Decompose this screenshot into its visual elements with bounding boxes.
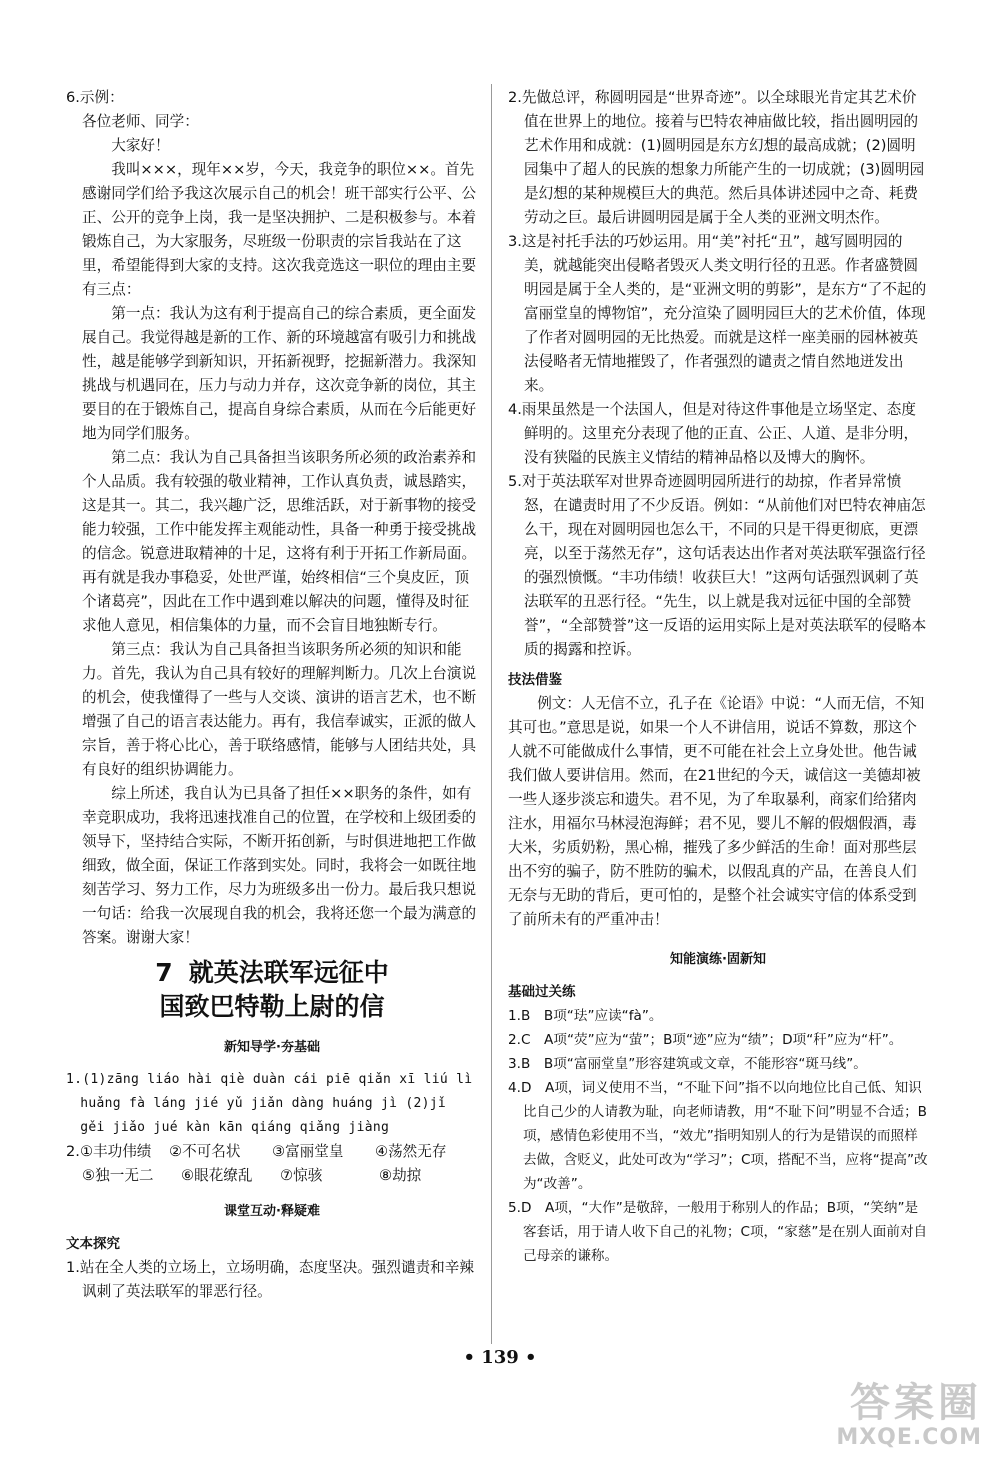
q6-paragraph: 第二点：我认为自己具备担当该职务所必须的政治素养和个人品质。我有较强的敬业精神，工作认真负责，诚恳踏实，这是其一。其二，我兴趣广泛，思维活跃，对于新事物的接受能力较强，工作中能发挥主观能动性，具备一种勇于接受挑战的信念。锐意进取精神的十足，这将有利于开拓工作新局面。再有就是我办事稳妥，处世严谨，始终相信“三个臭皮匠，顶个诸葛亮”，因此在工作中遇到难以解决的问题，懂得及时征求他人意见，相信集体的力量，而不会盲目地独断专行。 (82, 449, 477, 634)
q6-paragraph: 第一点：我认为这有利于提高自己的综合素质，更全面发展自己。我觉得越是新的工作、新的环境越富有吸引力和挑战性，越是能够学到新知识，开拓新视野，挖掘新潜力。我深知挑战与机遇同在，压力与动力并存，这次竞争新的岗位，其主要目的在于锻炼自己，提高自身综合素质，从而在今后能更好地为同学们服务。 (82, 305, 477, 442)
watermark-url: MXQE.COM (836, 1425, 982, 1450)
explore-answer: 3.这是衬托手法的巧妙运用。用“美”衬托“丑”，越写圆明园的美，就越能突出侵略者毁灭人类文明行径的丑恶。作者盛赞圆明园是属于全人类的，是“亚洲文明的剪影”，是东方“了不起的富丽堂皇的博物馆”，充分渲染了圆明园巨大的艺术价值，体现了作者对圆明园的无比热爱。而就是这样一座美丽的园林被英法侵略者无情地摧毁了，作者强烈的谴责之情自然地迸发出来。 (508, 233, 927, 394)
q2-item: ⑥眼花缭乱 (181, 1167, 253, 1184)
q6-greeting: 大家好！ (111, 137, 170, 154)
q2-item: ⑧劫掠 (379, 1167, 422, 1184)
section-heading: 知能演练·固新知 (670, 952, 766, 967)
section-heading: 课堂互动·释疑难 (224, 1204, 320, 1219)
q6-paragraph: 综上所述，我自认为已具备了担任××职务的条件，如有幸竞职成功，我将迅速找准自己的位置，在学校和上级团委的领导下，坚持结合实际，不断开拓创新，与时俱进地把工作做细致，做全面，保证工作落到实处。同时，我将会一如既往地刻苦学习、努力工作，尽力为班级多出一份力。最后我只想说一句话：给我一次展现自我的机会，我将还您一个最为满意的答案。谢谢大家！ (82, 785, 477, 946)
q2-item: ⑦惊骇 (280, 1167, 323, 1184)
q6-paragraph: 第三点：我认为自己具备担当该职务所必须的知识和能力。首先，我认为自己具有较好的理解判断力。几次上台演说的机会，使我懂得了一些与人交谈、演讲的语言艺术，也不断增强了自己的语言表达能力。再有，我信奉诚实，正派的做人宗旨，善于将心比心，善于联络感情，能够与人团结共处，具有良好的组织协调能力。 (82, 641, 477, 778)
explore-answer: 4.雨果虽然是一个法国人，但是对待这件事他是立场坚定、态度鲜明的。这里充分表现了他的正直、公正、人道、是非分明，没有狭隘的民族主义情结的精神品格以及博大的胸怀。 (508, 401, 919, 466)
column-divider (491, 84, 492, 1344)
pinyin-line: 1.(1)zāng liáo hài qiè duàn cái piē qiǎn xī liú lì (66, 1072, 473, 1087)
q2-answers-row (66, 1140, 478, 1164)
section-heading: 新知导学·夯基础 (224, 1040, 320, 1055)
q6-paragraph: 我叫×××，现年××岁，今天，我竞争的职位××。首先感谢同学们给予我这次展示自己的机会！班干部实行公平、公正、公开的竞争上岗，我一是坚决拥护、二是积极参与。本着锻炼自己，为大家服务，尽班级一份职责的宗旨我站在了这里，希望能得到大家的支持。这次我竞选这一职位的理由主要有三点： (82, 161, 477, 298)
q2-item: ②不可名状 (169, 1143, 241, 1160)
watermark-text: 答案圈 (850, 1380, 982, 1426)
q2-item: ③富丽堂皇 (272, 1143, 344, 1160)
q6-label: 6.示例： (66, 89, 124, 106)
q2-item: ⑤独一无二 (82, 1167, 154, 1184)
explore-answer: 2.先做总评，称圆明园是“世界奇迹”。以全球眼光肯定其艺术价值在世界上的地位。接着与巴特农神庙做比较，指出圆明园的艺术作用和成就：(1)圆明园是东方幻想的最高成就；(2)圆明园集中了超人的民族的想象力所能产生的一切成就；(3)圆明园是幻想的某种规模巨大的典范。然后具体讲述园中之奇、耗费劳动之巨。最后讲圆明园是属于全人类的亚洲文明杰作。 (508, 89, 925, 226)
q2-item: ④荡然无存 (375, 1143, 447, 1160)
q2-answers-row (66, 1164, 478, 1188)
subsection-heading: 文本探究 (66, 1236, 120, 1252)
answer-item: 3.B B项“富丽堂皇”形容建筑或文章，不能形容“斑马线”。 (508, 1056, 867, 1072)
right-column (508, 86, 928, 1268)
subsection-heading: 基础过关练 (508, 984, 576, 1000)
pinyin-line: huǎng fà láng jié yǔ jiǎn dàng huáng jì (2)jǐ (80, 1096, 446, 1111)
answer-item: 2.C A项“荧”应为“萤”；B项“迹”应为“绩”；D项“秆”应为“杆”。 (508, 1032, 903, 1048)
answer-item: 5.D A项，“大作”是敬辞，一般用于称别人的作品；B项，“笑纳”是客套话，用于请人收下自己的礼物；C项，“家慈”是在别人面前对自己母亲的谦称。 (508, 1200, 928, 1264)
answer-item: 1.B B项“珐”应读“fà”。 (508, 1008, 663, 1024)
pinyin-line: gěi jiǎo jué kàn kān qiáng qiǎng jiàng (80, 1120, 390, 1135)
lesson-title-line1: 就英法联军远征中 (188, 958, 389, 987)
answer-item: 4.D A项，词义使用不当，“不耻下问”指不以向地位比自己低、知识比自己少的人请教为耻，向老师请教，用“不耻下问”明显不合适；B项，感情色彩使用不当，“效尤”指明知别人的行为是错误的而照样去做，含贬义，此处可改为“学习”；C项，搭配不当，应将“提高”改为“改善”。 (508, 1080, 928, 1192)
watermark-logo (836, 1380, 982, 1450)
example-text: 例文：人无信不立，孔子在《论语》中说：“人而无信，不知其可也。”意思是说，如果一个人不讲信用，说话不算数，那这个人就不可能做成什么事情，更不可能在社会上立身处世。他告诫我们做人要讲信用。然而，在21世纪的今天，诚信这一美德却被一些人逐步淡忘和遗失。君不见，为了牟取暴利，商家们给猪肉注水，用福尔马林浸泡海鲜；君不见，婴儿不解的假烟假酒，毒大米，劣质奶粉，黑心棉，摧残了多少鲜活的生命！面对那些层出不穷的骗子，防不胜防的骗术，以假乱真的产品，在善良人们无奈与无助的背后，更可怕的，是整个社会诚实守信的体系受到了前所未有的严重冲击！ (508, 695, 925, 928)
lesson-number: 7 (155, 958, 173, 987)
left-column (66, 86, 478, 1304)
explore-answer: 5.对于英法联军对世界奇迹圆明园所进行的劫掠，作者异常愤怒，在谴责时用了不少反语。例如：“从前他们对巴特农神庙怎么干，现在对圆明园也怎么干，不同的只是干得更彻底，更漂亮，以至于荡然无存”，这句话表达出作者对英法联军强盗行径的强烈愤慨。“丰功伟绩！收获巨大！”这两句话强烈讽刺了英法联军的丑恶行径。“先生，以上就是我对远征中国的全部赞誉”，“全部赞誉”这一反语的运用实际上是对英法联军的侵略本质的揭露和控诉。 (508, 473, 927, 658)
explore-answer: 1.站在全人类的立场上，立场明确，态度坚决。强烈谴责和辛辣讽刺了英法联军的罪恶行径。 (66, 1259, 474, 1300)
subsection-heading: 技法借鉴 (508, 672, 562, 688)
lesson-title-line2: 国致巴特勒上尉的信 (159, 992, 385, 1021)
q2-item: ①丰功伟绩 (79, 1143, 152, 1160)
page-number: • 139 • (463, 1347, 537, 1368)
q2-label: 2. (66, 1143, 80, 1160)
q6-salutation: 各位老师、同学： (82, 113, 199, 130)
lesson-title (66, 956, 478, 1024)
